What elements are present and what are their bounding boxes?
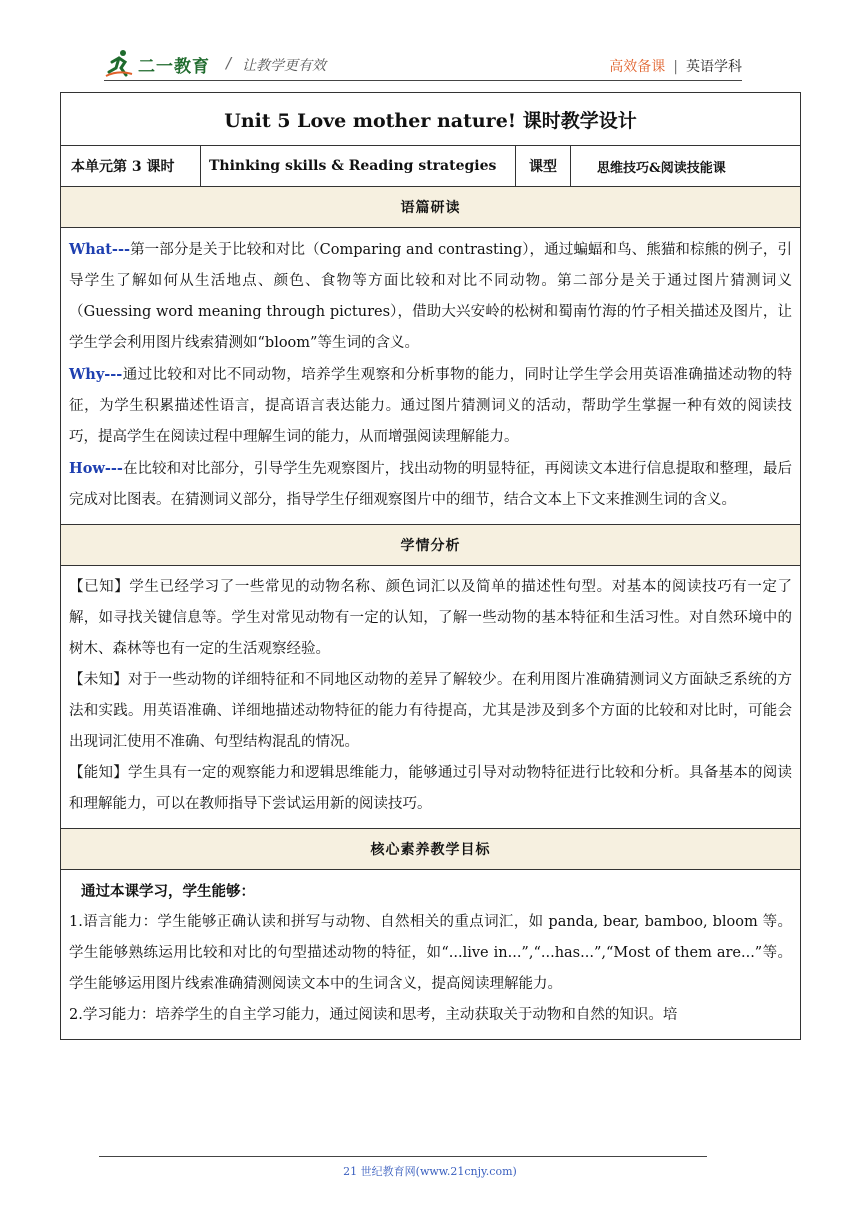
lesson-plan-table bbox=[60, 92, 801, 1040]
why-keyword: Why--- bbox=[69, 366, 123, 383]
why-text: 通过比较和对比不同动物，培养学生观察和分析事物的能力，同时让学生学会用英语准确描述动物的特征，为学生积累描述性语言，提高语言表达能力。通过图片猜测词义的活动，帮助学生掌握一种有效的阅读技巧，提高学生在阅读过程中理解生词的能力，从而增强阅读理解能力。 bbox=[69, 367, 793, 445]
goal-learning: 2.学习能力：培养学生的自主学习能力，通过阅读和思考，主动获取关于动物和自然的知识。培 bbox=[69, 1007, 678, 1023]
how-keyword: How--- bbox=[69, 460, 123, 477]
para-what bbox=[69, 234, 792, 359]
header-separator: | bbox=[673, 59, 678, 75]
divider-slash: / bbox=[226, 54, 232, 72]
header-right bbox=[609, 56, 742, 76]
page-header bbox=[0, 0, 860, 90]
footer-rule bbox=[99, 1156, 707, 1157]
type-value: 思维技巧&阅读技能课 bbox=[571, 146, 801, 187]
header-rule bbox=[104, 80, 742, 81]
section-heading-text-study: 语篇研读 bbox=[61, 187, 801, 228]
goal-language: 1.语言能力：学生能够正确认读和拼写与动物、自然相关的重点词汇，如 panda, bear, bamboo, bloom 等。学生能够熟练运用比较和对比的句型描述动物的特征，如“...live in...”,“...has...”,“Most of them are...”等。学生能够运用图片线索准确猜测阅读文本中的生词含义，提高阅读理解能力。 bbox=[69, 914, 793, 992]
info-row bbox=[61, 146, 801, 187]
header-accent-label: 高效备课 bbox=[609, 59, 666, 75]
footer-link[interactable]: 21 世纪教育网(www.21cnjy.com) bbox=[343, 1165, 517, 1178]
goals-intro: 通过本课学习，学生能够： bbox=[81, 883, 255, 900]
para-how bbox=[69, 453, 792, 516]
section-body-core-goals bbox=[61, 870, 801, 1040]
section-heading-student-analysis: 学情分析 bbox=[61, 525, 801, 566]
para-why bbox=[69, 359, 792, 453]
brand-logo[interactable] bbox=[104, 46, 222, 82]
section-heading-core-goals: 核心素养教学目标 bbox=[61, 829, 801, 870]
para-known: 【已知】学生已经学习了一些常见的动物名称、颜色词汇以及简单的描述性句型。对基本的阅读技巧有一定了解，如寻找关键信息等。学生对常见动物有一定的认知，了解一些动物的基本特征和生活习性。对自然环境中的树木、森林等也有一定的生活观察经验。 bbox=[69, 579, 793, 657]
header-subject-label: 英语学科 bbox=[686, 59, 742, 75]
topic-label: Thinking skills & Reading strategies bbox=[201, 146, 516, 187]
runner-logo-icon bbox=[104, 48, 134, 78]
type-label: 课型 bbox=[516, 146, 571, 187]
para-unknown: 【未知】对于一些动物的详细特征和不同地区动物的差异了解较少。在利用图片准确猜测词义方面缺乏系统的方法和实践。用英语准确、详细地描述动物特征的能力有待提高，尤其是涉及到多个方面的比较和对比时，可能会出现词汇使用不准确、句型结构混乱的情况。 bbox=[69, 672, 793, 750]
para-can-know: 【能知】学生具有一定的观察能力和逻辑思维能力，能够通过引导对动物特征进行比较和分析。具备基本的阅读和理解能力，可以在教师指导下尝试运用新的阅读技巧。 bbox=[69, 765, 793, 812]
how-text: 在比较和对比部分，引导学生先观察图片，找出动物的明显特征，再阅读文本进行信息提取和整理，最后完成对比图表。在猜测词义部分，指导学生仔细观察图片中的细节，结合文本上下文来推测生词的含义。 bbox=[69, 461, 793, 508]
section-body-text-study bbox=[61, 228, 801, 525]
slogan: 让教学更有效 bbox=[242, 58, 326, 74]
section-body-student-analysis bbox=[61, 566, 801, 829]
logo-text: 二一教育 bbox=[138, 57, 210, 77]
doc-title: Unit 5 Love mother nature! 课时教学设计 bbox=[61, 93, 801, 146]
what-text: 第一部分是关于比较和对比（Comparing and contrasting），通过蝙蝠和鸟、熊猫和棕熊的例子，引导学生了解如何从生活地点、颜色、食物等方面比较和对比不同动物。第二部分是关于通过图片猜测词义（Guessing word meaning through pictures），借助大兴安岭的松树和蜀南竹海的竹子相关描述及图片，让学生学会利用图片线索猜测如“bloom”等生词的含义。 bbox=[69, 242, 793, 351]
period-label: 本单元第 3 课时 bbox=[61, 146, 201, 187]
what-keyword: What--- bbox=[69, 241, 130, 258]
